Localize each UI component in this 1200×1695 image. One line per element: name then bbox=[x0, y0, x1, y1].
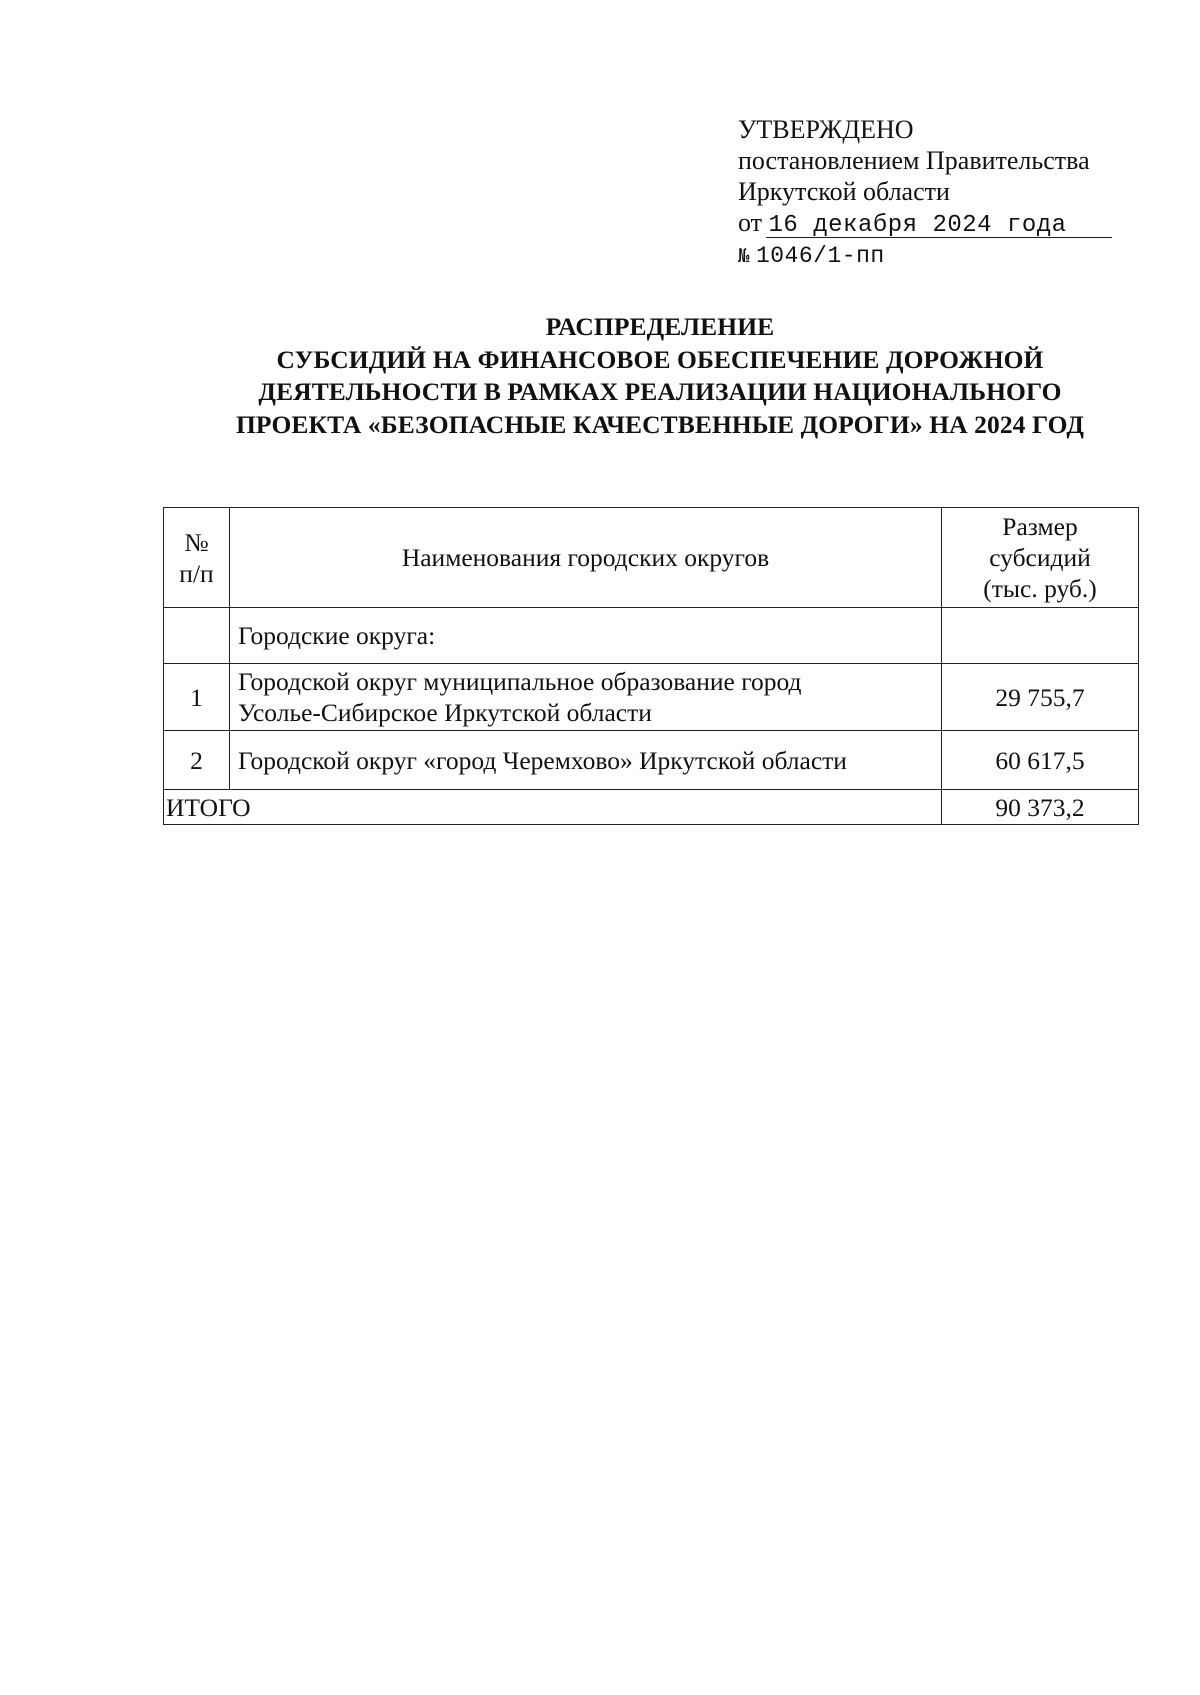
table-row bbox=[164, 731, 1139, 790]
table-header-row bbox=[164, 508, 1139, 608]
title-line-2: СУБСИДИЙ НА ФИНАНСОВОЕ ОБЕСПЕЧЕНИЕ ДОРОЖНОЙ bbox=[276, 344, 1044, 374]
row-amount: 60 617,5 bbox=[942, 731, 1139, 790]
approval-heading: УТВЕРЖДЕНО bbox=[738, 115, 914, 144]
approval-date: 16 декабря 2024 года bbox=[768, 212, 1067, 239]
number-prefix: № bbox=[738, 245, 750, 267]
row-number: 1 bbox=[164, 664, 230, 731]
date-underline bbox=[766, 237, 1112, 238]
section-num-cell bbox=[164, 608, 230, 664]
title-line-3: ДЕЯТЕЛЬНОСТИ В РАМКАХ РЕАЛИЗАЦИИ НАЦИОНАЛЬНОГО bbox=[258, 377, 1062, 406]
header-amount-line-3: (тыс. руб.) bbox=[983, 574, 1097, 603]
total-label: ИТОГО bbox=[164, 790, 942, 825]
approval-line-decree: постановлением Правительства bbox=[738, 146, 1090, 175]
header-amount bbox=[942, 508, 1139, 608]
header-name: Наименования городских округов bbox=[230, 508, 942, 608]
approval-number: 1046/1-пп bbox=[755, 243, 885, 269]
header-number-pp: п/п bbox=[179, 558, 214, 588]
header-amount-line-1: Размер bbox=[1002, 512, 1078, 541]
distribution-table bbox=[163, 507, 1139, 825]
title-line-4: ПРОЕКТА «БЕЗОПАСНЫЕ КАЧЕСТВЕННЫЕ ДОРОГИ» НА 2024 ГОД bbox=[235, 409, 1084, 439]
section-label: Городские округа: bbox=[230, 608, 942, 664]
row-name: Городской округ «город Черемхово» Иркутской области bbox=[230, 731, 942, 790]
row-number: 2 bbox=[164, 731, 230, 790]
approval-number-line bbox=[738, 238, 1138, 272]
header-amount-line-2: субсидий bbox=[989, 543, 1091, 572]
row-amount: 29 755,7 bbox=[942, 664, 1139, 731]
row-name bbox=[230, 664, 942, 731]
section-amount-cell bbox=[942, 608, 1139, 664]
total-amount: 90 373,2 bbox=[942, 790, 1139, 825]
approval-block bbox=[738, 114, 1138, 272]
title-line-1: РАСПРЕДЕЛЕНИЕ bbox=[545, 312, 775, 341]
section-row bbox=[164, 608, 1139, 664]
header-number-sign: № bbox=[184, 527, 209, 557]
document-title bbox=[100, 311, 1200, 441]
total-row bbox=[164, 790, 1139, 825]
header-number bbox=[164, 508, 230, 608]
row-name-line-2: Усолье-Сибирское Иркутской области bbox=[238, 698, 652, 727]
table-row bbox=[164, 664, 1139, 731]
approval-date-line bbox=[738, 207, 1138, 238]
date-prefix: от bbox=[738, 208, 763, 237]
approval-line-region: Иркутской области bbox=[738, 177, 950, 206]
row-name-line-1: Городской округ муниципальное образование город bbox=[238, 667, 802, 696]
